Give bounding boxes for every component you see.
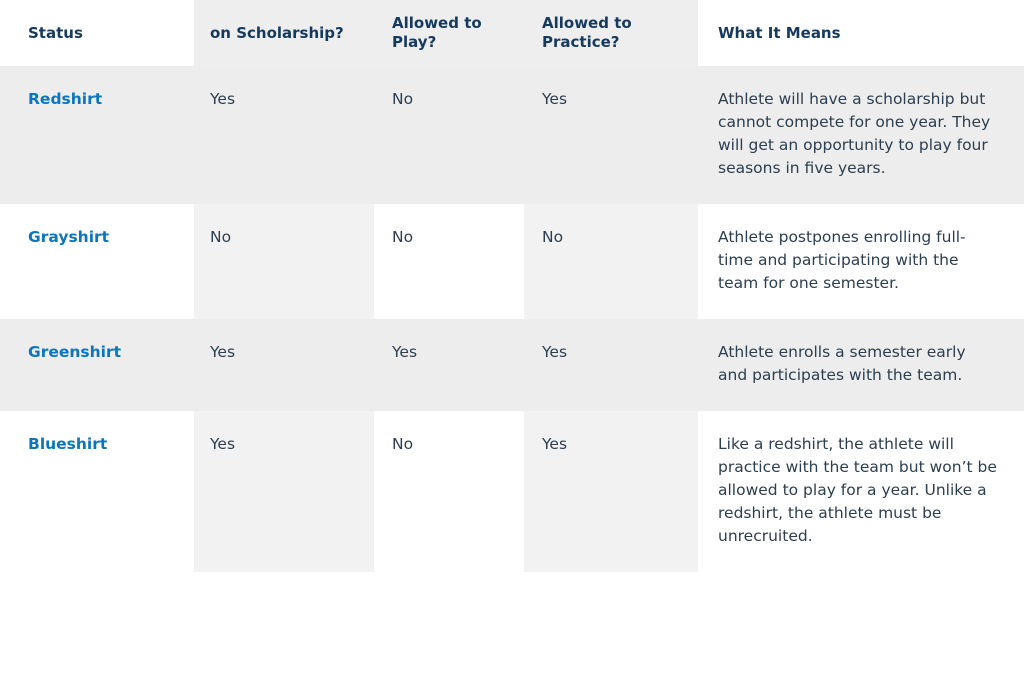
cell-practice: Yes [524,66,698,204]
cell-play: Yes [374,319,524,411]
column-header-practice: Allowed to Practice? [524,0,698,66]
status-label: Greenshirt [28,342,122,361]
cell-meaning: Like a redshirt, the athlete will practice with the team but won’t be allowed to play for a year. Unlike a redshirt, the athlete must be unrecruited. [718,434,997,545]
cell-scholarship: Yes [194,411,374,572]
cell-practice: No [524,204,698,319]
table-row [0,411,1024,572]
column-header-meaning: What It Means [718,23,841,42]
status-label: Grayshirt [28,228,110,247]
cell-meaning: Athlete will have a scholarship but cannot compete for one year. They will get an opportunity to play four seasons in five years. [698,66,1024,204]
table-row [0,319,1024,411]
table-header [0,0,1024,66]
cell-play: No [374,66,524,204]
cell-status [0,204,194,319]
cell-status [0,411,194,572]
cell-play: No [392,434,414,453]
cell-scholarship: Yes [194,319,374,411]
table-header-row [0,0,1024,66]
cell-meaning: Athlete enrolls a semester early and participates with the team. [698,319,1024,411]
table-row [0,66,1024,204]
cell-scholarship: Yes [194,66,374,204]
status-label: Redshirt [28,90,103,109]
column-header-scholarship: on Scholarship? [194,0,374,66]
column-header-play: Allowed to Play? [374,0,524,66]
cell-status [0,319,194,411]
cell-practice: Yes [524,411,698,572]
cell-meaning: Athlete postpones enrolling full-time and participating with the team for one semester. [718,228,966,292]
table-row [0,204,1024,319]
cell-status [0,66,194,204]
cell-practice: Yes [524,319,698,411]
table-body [0,66,1024,571]
cell-scholarship: No [194,204,374,319]
status-label: Blueshirt [28,434,108,453]
column-header-status: Status [28,23,83,42]
cell-play: No [392,228,414,247]
